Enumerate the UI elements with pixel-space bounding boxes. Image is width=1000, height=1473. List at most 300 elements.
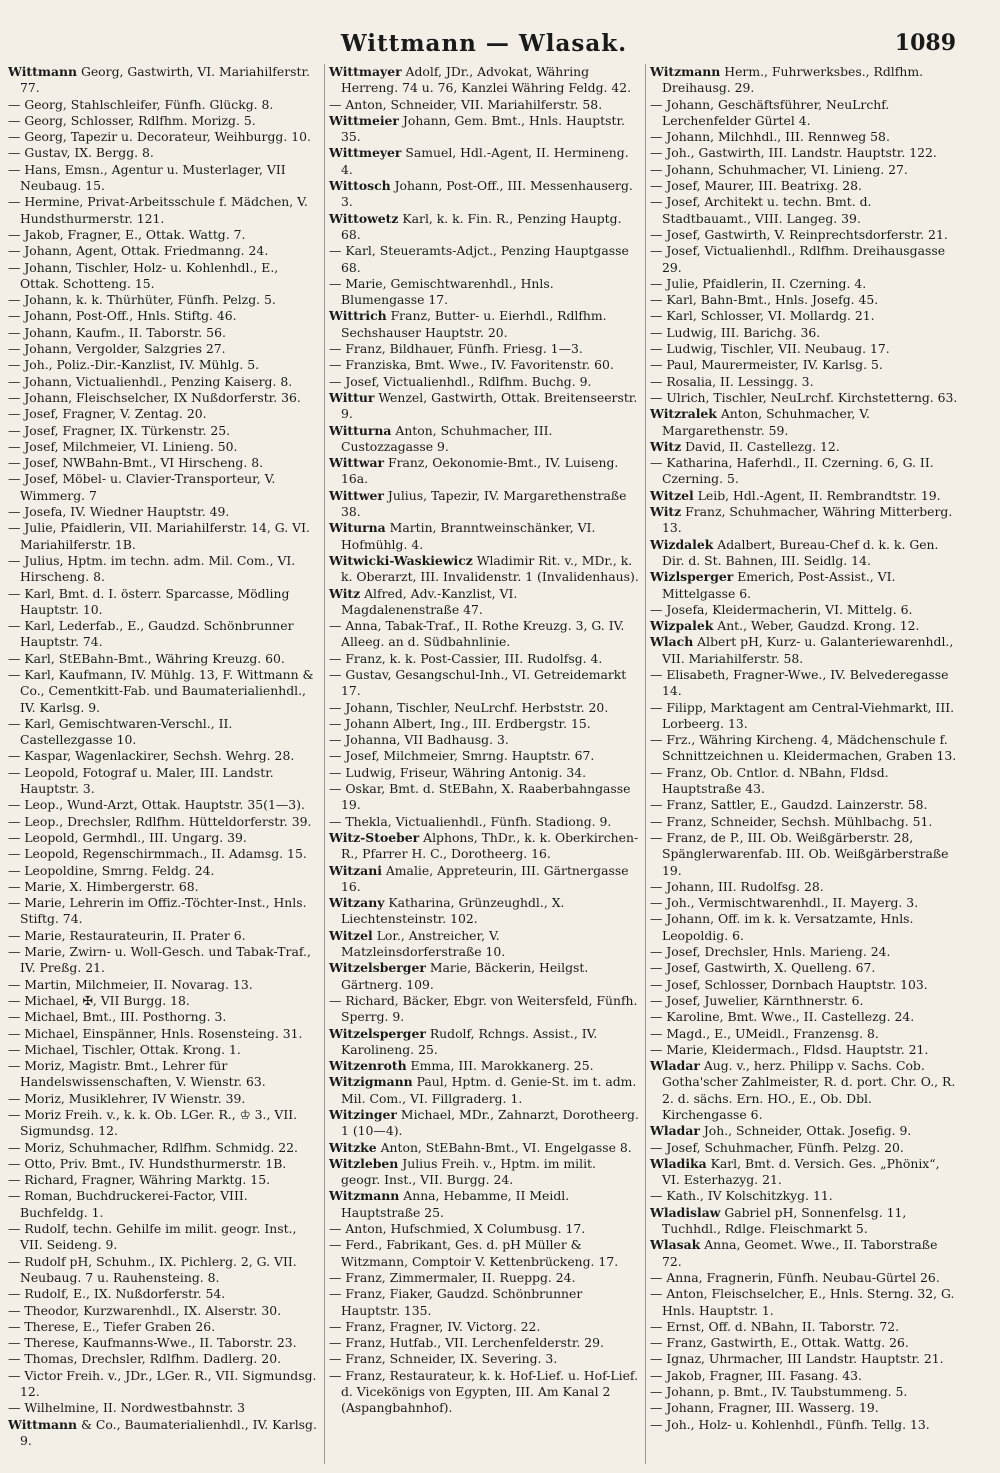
directory-entry: [329, 488, 639, 521]
entry-text: Samuel, Hdl.-Agent, II. Hermineng. 4.: [341, 145, 629, 177]
entry-text: — Moriz, Musiklehrer, IV Wienstr. 39.: [8, 1090, 246, 1106]
directory-entry: [329, 1074, 639, 1107]
directory-entry: [329, 178, 639, 211]
directory-entry: [650, 1351, 960, 1367]
directory-entry: [8, 325, 318, 341]
surname-heading: Wlach: [650, 634, 694, 650]
entry-text: — Michael, ✠, VII Burgg. 18.: [8, 992, 190, 1008]
directory-entry: [8, 748, 318, 764]
directory-entry: [329, 1188, 639, 1221]
directory-entry: [329, 895, 639, 928]
directory-entry: [650, 1286, 960, 1319]
directory-entry: [8, 162, 318, 195]
entry-text: — Franz, Schneider, Sechsh. Mühlbachg. 51.: [650, 813, 933, 829]
directory-entry: [329, 960, 639, 993]
directory-entry: [650, 960, 960, 976]
entry-text: — Marie, Gemischtwarenhdl., Hnls. Blumengasse 17.: [329, 275, 554, 308]
entry-text: — Hermine, Privat-Arbeitsschule f. Mädchen, V. Hundsthurmerstr. 121.: [8, 194, 308, 226]
directory-entry: [8, 651, 318, 667]
directory-entry: [650, 145, 960, 161]
entry-text: — Theodor, Kurzwarenhdl., IX. Alserstr. 30.: [8, 1302, 282, 1318]
directory-entry: [329, 1221, 639, 1237]
surname-heading: Witzelsberger: [329, 960, 426, 976]
entry-text: — Franz, Fiaker, Gaudzd. Schönbrunner Hauptstr. 135.: [329, 1286, 583, 1318]
entry-text: Marie, Bäckerin, Heilgst. Gärtnerg. 109.: [341, 960, 589, 992]
entry-text: — Franziska, Bmt. Wwe., IV. Favoritenstr. 60.: [329, 357, 614, 373]
entry-text: — Ignaz, Uhrmacher, III Landstr. Hauptstr. 21.: [650, 1351, 944, 1367]
directory-entry: [329, 520, 639, 553]
directory-entry: [650, 977, 960, 993]
entry-text: — Roman, Buchdruckerei-Factor, VIII. Buchfeldg. 1.: [8, 1188, 248, 1220]
directory-entry: [8, 765, 318, 798]
entry-text: Karl, Bmt. d. Versich. Ges. „Phönix“, VI. Esterhazyg. 21.: [662, 1155, 940, 1188]
entry-text: — Franz, Bildhauer, Fünfh. Friesg. 1—3.: [329, 341, 583, 357]
directory-entry: [650, 1417, 960, 1433]
surname-heading: Wittosch: [329, 178, 391, 194]
directory-entry: [650, 341, 960, 357]
directory-entry: [650, 390, 960, 406]
directory-entry: [650, 504, 960, 537]
directory-entry: [650, 455, 960, 488]
directory-entry: [8, 553, 318, 586]
entry-text: — Jakob, Fragner, E., Ottak. Wattg. 7.: [8, 226, 246, 242]
directory-entry: [8, 618, 318, 651]
entry-text: — Franz, k. k. Post-Cassier, III. Rudolfsg. 4.: [329, 650, 603, 666]
entry-text: — Julius, Hptm. im techn. adm. Mil. Com., VI. Hirscheng. 8.: [8, 552, 296, 585]
entry-text: — Johann, Victualienhdl., Penzing Kaiserg. 8.: [8, 373, 293, 389]
directory-entry: [8, 260, 318, 293]
directory-entry: [8, 1351, 318, 1367]
entry-text: — Leopold, Regenschirmmach., II. Adamsg. 15.: [8, 846, 307, 862]
entry-text: — Johann, k. k. Thürhüter, Fünfh. Pelzg. 5.: [8, 292, 276, 308]
entry-text: — Elisabeth, Fragner-Wwe., IV. Belvederegasse 14.: [650, 666, 949, 699]
directory-entry: [650, 1009, 960, 1025]
entry-text: Anton, Schuhmacher, V. Margarethenstr. 59.: [662, 406, 870, 438]
directory-entry: [650, 814, 960, 830]
entry-text: Georg, Gastwirth, VI. Mariahilferstr. 77.: [20, 64, 310, 96]
entry-text: — Johann, Tischler, Holz- u. Kohlenhdl., E., Ottak. Schotteng. 15.: [8, 259, 279, 291]
surname-heading: Wlasak: [650, 1237, 701, 1253]
entry-text: — Josef, Victualienhdl., Rdlfhm. Dreihausgasse 29.: [650, 243, 946, 275]
page-header: [8, 28, 960, 64]
entry-text: — Kath., IV Kolschitzkyg. 11.: [650, 1188, 833, 1204]
directory-entry: [650, 700, 960, 733]
surname-heading: Wittmeier: [329, 112, 399, 128]
directory-entry: [8, 1091, 318, 1107]
directory-entry: [650, 194, 960, 227]
entry-text: — Karl, Schlosser, VI. Mollardg. 21.: [650, 308, 875, 324]
entry-text: Anton, StEBahn-Bmt., VI. Engelgasse 8.: [376, 1139, 632, 1155]
directory-entry: [8, 145, 318, 161]
directory-entry: [8, 113, 318, 129]
entry-text: Franz, Oekonomie-Bmt., IV. Luiseng. 16a.: [341, 455, 619, 487]
entry-text: — Josef, Möbel- u. Clavier-Transporteur, V. Wimmerg. 7: [8, 471, 276, 503]
directory-entry: [650, 1319, 960, 1335]
entry-text: Julius, Tapezir, IV. Margarethenstraße 38.: [341, 487, 627, 520]
entry-text: — Oskar, Bmt. d. StEBahn, X. Raaberbahngasse 19.: [329, 781, 631, 813]
entry-text: Alfred, Adv.-Kanzlist, VI. Magdalenenstraße 47.: [341, 585, 518, 617]
entry-text: — Franz, Restaurateur, k. k. Hof-Lief. u. Hof-Lief. d. Vicekönigs von Egypten, III. Am Kanal 2 (Aspangbahnhof).: [329, 1367, 639, 1416]
directory-entry: [650, 374, 960, 390]
entry-text: — Anton, Fleischselcher, E., Hnls. Sterng. 32, G. Hnls. Hauptstr. 1.: [650, 1286, 955, 1318]
directory-entry: [8, 1254, 318, 1287]
entry-text: — Richard, Fragner, Währing Marktg. 15.: [8, 1172, 271, 1188]
entry-text: — Johann, III. Rudolfsg. 28.: [650, 878, 824, 894]
directory-entry: [8, 1417, 318, 1450]
directory-entry: [8, 895, 318, 928]
entry-text: — Leopoldine, Smrng. Feldg. 24.: [8, 862, 215, 878]
entry-text: — Ludwig, Tischler, VII. Neubaug. 17.: [650, 341, 890, 357]
directory-entry: [8, 1400, 318, 1416]
surname-heading: Witzmann: [650, 64, 721, 79]
entry-text: Ant., Weber, Gaudzd. Krong. 12.: [713, 618, 920, 634]
directory-entry: [650, 243, 960, 276]
entry-text: — Johann, Geschäftsführer, NeuLrchf. Lerchenfelder Gürtel 4.: [650, 96, 890, 128]
entry-text: — Georg, Schlosser, Rdlfhm. Morizg. 5.: [8, 112, 256, 128]
directory-entry: [650, 944, 960, 960]
directory-entry: [8, 455, 318, 471]
entry-text: — Ernst, Off. d. NBahn, II. Taborstr. 72.: [650, 1318, 900, 1334]
directory-entry: [329, 765, 639, 781]
entry-text: — Rudolf, E., IX. Nußdorferstr. 54.: [8, 1286, 226, 1302]
directory-entry: [329, 64, 639, 97]
directory-entry: [650, 732, 960, 765]
entry-text: — Johann, Post-Off., Hnls. Stiftg. 46.: [8, 308, 237, 324]
entry-text: Leib, Hdl.-Agent, II. Rembrandtstr. 19.: [693, 487, 941, 503]
surname-heading: Witzigmann: [329, 1074, 413, 1090]
entry-text: — Johann, Tischler, NeuLrchf. Herbststr. 20.: [329, 699, 609, 715]
surname-heading: Wladar: [650, 1058, 700, 1074]
column-1: [8, 64, 318, 1464]
entry-text: — Franz, Sattler, E., Gaudzd. Lainzerstr. 58.: [650, 797, 928, 813]
entry-text: — Thomas, Drechsler, Rdlfhm. Dadlerg. 20.: [8, 1351, 282, 1367]
directory-entry: [8, 504, 318, 520]
entry-text: Johann, Post-Off., III. Messenhauserg. 3.: [341, 178, 633, 210]
directory-entry: [650, 765, 960, 798]
entry-text: — Karl, Gemischtwaren-Verschl., II. Castellezgasse 10.: [8, 715, 233, 748]
surname-heading: Wizdalek: [650, 536, 714, 552]
entry-text: — Karoline, Bmt. Wwe., II. Castellezg. 24.: [650, 1009, 915, 1025]
directory-entry: [8, 308, 318, 324]
entry-text: Johann, Gem. Bmt., Hnls. Hauptstr. 35.: [341, 112, 625, 145]
surname-heading: Witzralek: [650, 406, 717, 422]
entry-text: — Marie, Zwirn- u. Woll-Gesch. und Tabak-Traf., IV. Preßg. 21.: [8, 944, 311, 976]
directory-entry: [8, 1188, 318, 1221]
directory-entry: [329, 374, 639, 390]
directory-entry: [650, 618, 960, 634]
directory-entry: [650, 406, 960, 439]
surname-heading: Witz-Stoeber: [329, 829, 420, 845]
directory-entry: [8, 97, 318, 113]
directory-entry: [8, 797, 318, 813]
surname-heading: Witzinger: [329, 1107, 397, 1122]
entry-text: Katharina, Grünzeughdl., X. Liechtensteinstr. 102.: [341, 895, 565, 927]
directory-entry: [329, 357, 639, 373]
directory-entry: [8, 1042, 318, 1058]
entry-text: — Josef, Drechsler, Hnls. Marieng. 24.: [650, 944, 891, 960]
entry-text: David, II. Castellezg. 12.: [681, 438, 840, 454]
directory-entry: [329, 211, 639, 244]
entry-text: — Thekla, Victualienhdl., Fünfh. Stadiong. 9.: [329, 813, 612, 829]
directory-entry: [650, 97, 960, 130]
running-title: Wittmann — Wlasak.: [340, 30, 628, 57]
entry-text: — Leop., Wund-Arzt, Ottak. Hauptstr. 35(1—3).: [8, 797, 305, 813]
directory-entry: [650, 1188, 960, 1204]
directory-entry: [329, 455, 639, 488]
directory-entry: [329, 1026, 639, 1059]
surname-heading: Wladislaw: [650, 1204, 721, 1220]
entry-text: — Jakob, Fragner, III. Fasang. 43.: [650, 1367, 862, 1383]
directory-entry: [329, 1286, 639, 1319]
directory-entry: [650, 1335, 960, 1351]
directory-entry: [8, 1107, 318, 1140]
directory-entry: [650, 357, 960, 373]
directory-entry: [329, 748, 639, 764]
entry-text: — Josef, Fragner, IX. Türkenstr. 25.: [8, 422, 231, 438]
directory-entry: [650, 227, 960, 243]
entry-text: — Wilhelmine, II. Nordwestbahnstr. 3: [8, 1400, 245, 1416]
entry-text: & Co., Baumaterialienhdl., IV. Karlsg. 9.: [20, 1416, 317, 1448]
entry-text: — Karl, Kaufmann, IV. Mühlg. 13, F. Wittmann & Co., Cementkitt-Fab. und Baumaterialienhdl., IV. Karlsg. 9.: [8, 666, 314, 715]
entry-text: — Johann, Milchhdl., III. Rennweg 58.: [650, 129, 890, 145]
directory-entry: [8, 667, 318, 716]
directory-entry: [650, 537, 960, 570]
surname-heading: Witzmann: [329, 1188, 400, 1204]
directory-entry: [650, 602, 960, 618]
entry-text: — Leop., Drechsler, Rdlfhm. Hütteldorferstr. 39.: [8, 813, 312, 829]
directory-entry: [8, 716, 318, 749]
directory-entry: [650, 1026, 960, 1042]
directory-entry: [329, 993, 639, 1026]
directory-entry: [650, 1140, 960, 1156]
directory-entry: [650, 879, 960, 895]
entry-text: Adalbert, Bureau-Chef d. k. k. Gen. Dir. d. St. Bahnen, III. Seidlg. 14.: [662, 536, 939, 568]
directory-entry: [650, 1270, 960, 1286]
directory-entry: [329, 1270, 639, 1286]
entry-text: Franz, Butter- u. Eierhdl., Rdlfhm. Sechshauser Hauptstr. 20.: [341, 308, 607, 340]
directory-entry: [8, 471, 318, 504]
entry-text: — Josef, Architekt u. techn. Bmt. d. Stadtbauamt., VIII. Langeg. 39.: [650, 194, 872, 226]
directory-entry: [8, 1303, 318, 1319]
directory-entry: [8, 64, 318, 97]
directory-entry: [329, 1156, 639, 1189]
directory-entry: [8, 520, 318, 553]
surname-heading: Witzenroth: [329, 1058, 407, 1074]
directory-entry: [329, 553, 639, 586]
entry-text: — Therese, E., Tiefer Graben 26.: [8, 1318, 216, 1334]
surname-heading: Witzany: [329, 895, 385, 911]
directory-entry: [650, 178, 960, 194]
entry-text: — Rosalia, II. Lessingg. 3.: [650, 373, 814, 389]
entry-text: — Johanna, VII Badhausg. 3.: [329, 732, 509, 748]
surname-heading: Wladika: [650, 1155, 707, 1171]
entry-text: Emerich, Post-Assist., VI. Mittelgasse 6.: [662, 569, 896, 601]
entry-text: — Kaspar, Wagenlackirer, Sechsh. Wehrg. 28.: [8, 748, 295, 764]
entry-text: — Joh., Gastwirth, III. Landstr. Hauptstr. 122.: [650, 145, 937, 161]
entry-text: — Michael, Bmt., III. Posthorng. 3.: [8, 1009, 227, 1025]
entry-text: Wenzel, Gastwirth, Ottak. Breitenseerstr. 9.: [341, 389, 638, 422]
directory-entry: [8, 1319, 318, 1335]
surname-heading: Wittwar: [329, 455, 385, 471]
page-number: 1089: [894, 30, 956, 56]
surname-heading: Witwicki-Waskiewicz: [329, 552, 473, 568]
entry-text: Joh., Schneider, Ottak. Josefig. 9.: [699, 1123, 912, 1139]
surname-heading: Witz: [650, 438, 682, 454]
directory-entry: [8, 129, 318, 145]
surname-heading: Wittur: [329, 389, 375, 405]
directory-entry: [8, 879, 318, 895]
surname-heading: Wittmayer: [329, 64, 402, 79]
directory-entry: [329, 586, 639, 619]
directory-entry: [8, 341, 318, 357]
entry-text: — Julie, Pfaidlerin, VII. Mariahilferstr. 14, G. VI. Mariahilferstr. 1B.: [8, 520, 310, 552]
entry-text: — Karl, StEBahn-Bmt., Währing Kreuzg. 60.: [8, 650, 285, 666]
directory-entry: [8, 1368, 318, 1401]
directory-entry: [329, 113, 639, 146]
entry-text: Gabriel pH, Sonnenfelsg. 11, Tuchhdl., Rdlge. Fleischmarkt 5.: [662, 1204, 907, 1237]
directory-entry: [650, 1384, 960, 1400]
entry-text: Anna, Geomet. Wwe., II. Taborstraße 72.: [662, 1237, 938, 1269]
directory-entry: [8, 390, 318, 406]
directory-entry: [8, 944, 318, 977]
entry-text: — Gustav, IX. Bergg. 8.: [8, 145, 154, 161]
entry-text: — Rudolf pH, Schuhm., IX. Pichlerg. 2, G. VII. Neubaug. 7 u. Rauhensteing. 8.: [8, 1253, 297, 1285]
column-3: [645, 64, 960, 1464]
directory-entry: [329, 1237, 639, 1270]
entry-text: — Johann, Vergolder, Salzgries 27.: [8, 341, 226, 357]
directory-entry: [8, 1221, 318, 1254]
directory-entry: [329, 651, 639, 667]
directory-entry: [650, 488, 960, 504]
column-2: [324, 64, 639, 1464]
entry-text: — Richard, Bäcker, Ebgr. von Weitersfeld, Fünfh. Sperrg. 9.: [329, 992, 638, 1025]
directory-entry: [650, 129, 960, 145]
surname-heading: Wittwer: [329, 487, 384, 503]
entry-text: — Johann Albert, Ing., III. Erdbergstr. 15.: [329, 715, 591, 731]
entry-text: — Josefa, IV. Wiedner Hauptstr. 49.: [8, 504, 230, 520]
directory-entry: [650, 797, 960, 813]
entry-text: — Marie, Restaurateurin, II. Prater 6.: [8, 927, 246, 943]
directory-entry: [8, 194, 318, 227]
entry-text: Herm., Fuhrwerksbes., Rdlfhm. Dreihausg. 29.: [662, 64, 924, 96]
entry-text: — Filipp, Marktagent am Central-Viehmarkt, III. Lorbeerg. 13.: [650, 699, 955, 731]
directory-entry: [8, 586, 318, 619]
directory-entry: [329, 390, 639, 423]
surname-heading: Witzel: [329, 927, 373, 943]
entry-text: — Martin, Milchmeier, II. Novarag. 13.: [8, 976, 253, 992]
entry-text: — Josef, Schlosser, Dornbach Hauptstr. 103.: [650, 976, 928, 992]
entry-text: — Karl, Steueramts-Adjct., Penzing Hauptgasse 68.: [329, 243, 629, 275]
entry-text: — Franz, Hutfab., VII. Lerchenfelderstr. 29.: [329, 1335, 604, 1351]
directory-entry: [329, 781, 639, 814]
entry-text: — Michael, Tischler, Ottak. Krong. 1.: [8, 1041, 241, 1057]
entry-text: — Franz, Ob. Cntlor. d. NBahn, Fldsd. Hauptstraße 43.: [650, 764, 889, 797]
entry-text: — Josef, Fragner, V. Zentag. 20.: [8, 406, 207, 422]
entry-text: Franz, Schuhmacher, Währing Mitterberg. 13.: [662, 504, 953, 536]
entry-text: — Ludwig, III. Barichg. 36.: [650, 324, 821, 340]
entry-text: — Joh., Holz- u. Kohlenhdl., Fünfh. Tellg. 13.: [650, 1416, 930, 1432]
entry-text: — Franz, Zimmermaler, II. Rueppg. 24.: [329, 1269, 576, 1285]
entry-text: — Paul, Maurermeister, IV. Karlsg. 5.: [650, 357, 883, 373]
directory-entry: [329, 618, 639, 651]
directory-entry: [650, 911, 960, 944]
entry-text: — Moriz, Magistr. Bmt., Lehrer für Handelswissenschaften, V. Wienstr. 63.: [8, 1058, 266, 1090]
directory-entry: [8, 374, 318, 390]
directory-entry: [8, 1026, 318, 1042]
entry-text: — Josef, Gastwirth, V. Reinprechtsdorferstr. 21.: [650, 226, 948, 242]
directory-entry: [329, 1368, 639, 1417]
directory-entry: [8, 928, 318, 944]
entry-text: Alphons, ThDr., k. k. Oberkirchen-R., Pfarrer H. C., Dorotheerg. 16.: [341, 829, 639, 862]
entry-text: Amalie, Appreteurin, III. Gärtnergasse 16.: [341, 862, 629, 894]
directory-entry: [329, 1107, 639, 1140]
directory-entry: [8, 439, 318, 455]
directory-entry: [650, 439, 960, 455]
entry-text: — Hans, Emsn., Agentur u. Musterlager, VII Neubaug. 15.: [8, 161, 286, 194]
entry-text: — Franz, de P., III. Ob. Weißgärberstr. 28, Spänglerwarenfab. III. Ob. Weißgärberstraße 19.: [650, 829, 949, 878]
surname-heading: Wladar: [650, 1123, 700, 1139]
directory-entry: [8, 1058, 318, 1091]
entry-text: — Josef, Schuhmacher, Fünfh. Pelzg. 20.: [650, 1139, 904, 1155]
surname-heading: Witzani: [329, 862, 382, 878]
entry-text: — Anton, Hufschmied, X Columbusg. 17.: [329, 1221, 586, 1237]
directory-entry: [329, 308, 639, 341]
entry-columns: [8, 64, 960, 1464]
entry-text: — Johann, Kaufm., II. Taborstr. 56.: [8, 324, 226, 340]
directory-entry: [650, 1058, 960, 1123]
entry-text: — Gustav, Gesangschul-Inh., VI. Getreidemarkt 17.: [329, 666, 627, 699]
entry-text: — Joh., Vermischtwarenhdl., II. Mayerg. 3.: [650, 895, 919, 911]
directory-entry: [8, 1140, 318, 1156]
entry-text: Albert pH, Kurz- u. Galanteriewarenhdl., VII. Mariahilferstr. 58.: [662, 634, 954, 666]
entry-text: — Julie, Pfaidlerin, II. Czerning. 4.: [650, 275, 867, 291]
surname-heading: Wittmann: [8, 64, 78, 79]
directory-entry: [329, 928, 639, 961]
directory-entry: [650, 895, 960, 911]
directory-entry: [650, 292, 960, 308]
directory-entry: [329, 145, 639, 178]
entry-text: Paul, Hptm. d. Genie-St. im t. adm. Mil. Com., VI. Fillgraderg. 1.: [341, 1074, 637, 1106]
surname-heading: Witzel: [650, 487, 694, 503]
directory-entry: [8, 243, 318, 259]
entry-text: — Johann, p. Bmt., IV. Taubstummeng. 5.: [650, 1384, 908, 1400]
entry-text: — Ludwig, Friseur, Währing Antonig. 34.: [329, 764, 587, 780]
directory-entry: [8, 1172, 318, 1188]
entry-text: — Georg, Stahlschleifer, Fünfh. Glückg. 8.: [8, 96, 274, 112]
entry-text: Wladimir Rit. v., MDr., k. k. Oberarzt, III. Invalidenstr. 1 (Invalidenhaus).: [341, 552, 639, 585]
directory-entry: [329, 814, 639, 830]
entry-text: — Anton, Schneider, VII. Mariahilferstr. 58.: [329, 96, 603, 112]
entry-text: — Marie, Lehrerin im Offiz.-Töchter-Inst., Hnls. Stiftg. 74.: [8, 895, 307, 927]
entry-text: — Otto, Priv. Bmt., IV. Hundsthurmerstr. 1B.: [8, 1155, 287, 1171]
directory-entry: [650, 1156, 960, 1189]
entry-text: — Johann, Fleischselcher, IX Nußdorferstr. 36.: [8, 389, 301, 405]
directory-entry: [650, 1400, 960, 1416]
directory-entry: [8, 227, 318, 243]
entry-text: Rudolf, Rchngs. Assist., IV. Karolineng. 25.: [341, 1025, 598, 1057]
entry-text: Aug. v., herz. Philipp v. Sachs. Cob. Gotha'scher Zahlmeister, R. d. port. Chr. O., R. 2. d. sächs. Ern. HO., E., Ob. Dbl. Kirchengasse 6.: [662, 1058, 956, 1122]
entry-text: — Anna, Tabak-Traf., II. Rothe Kreuzg. 3, G. IV. Alleeg. an d. Südbahnlinie.: [329, 618, 625, 650]
surname-heading: Witz: [329, 585, 361, 601]
entry-text: — Ulrich, Tischler, NeuLrchf. Kirchstetterng. 63.: [650, 389, 958, 405]
entry-text: — Josef, Gastwirth, X. Quelleng. 67.: [650, 960, 876, 976]
entry-text: — Therese, Kaufmanns-Wwe., II. Taborstr. 23.: [8, 1335, 297, 1351]
directory-entry: [650, 993, 960, 1009]
surname-heading: Wizlsperger: [650, 569, 734, 585]
directory-entry: [650, 569, 960, 602]
entry-text: Karl, k. k. Fin. R., Penzing Hauptg. 68.: [341, 210, 622, 242]
entry-text: — Georg, Tapezir u. Decorateur, Weihburgg. 10.: [8, 129, 311, 145]
